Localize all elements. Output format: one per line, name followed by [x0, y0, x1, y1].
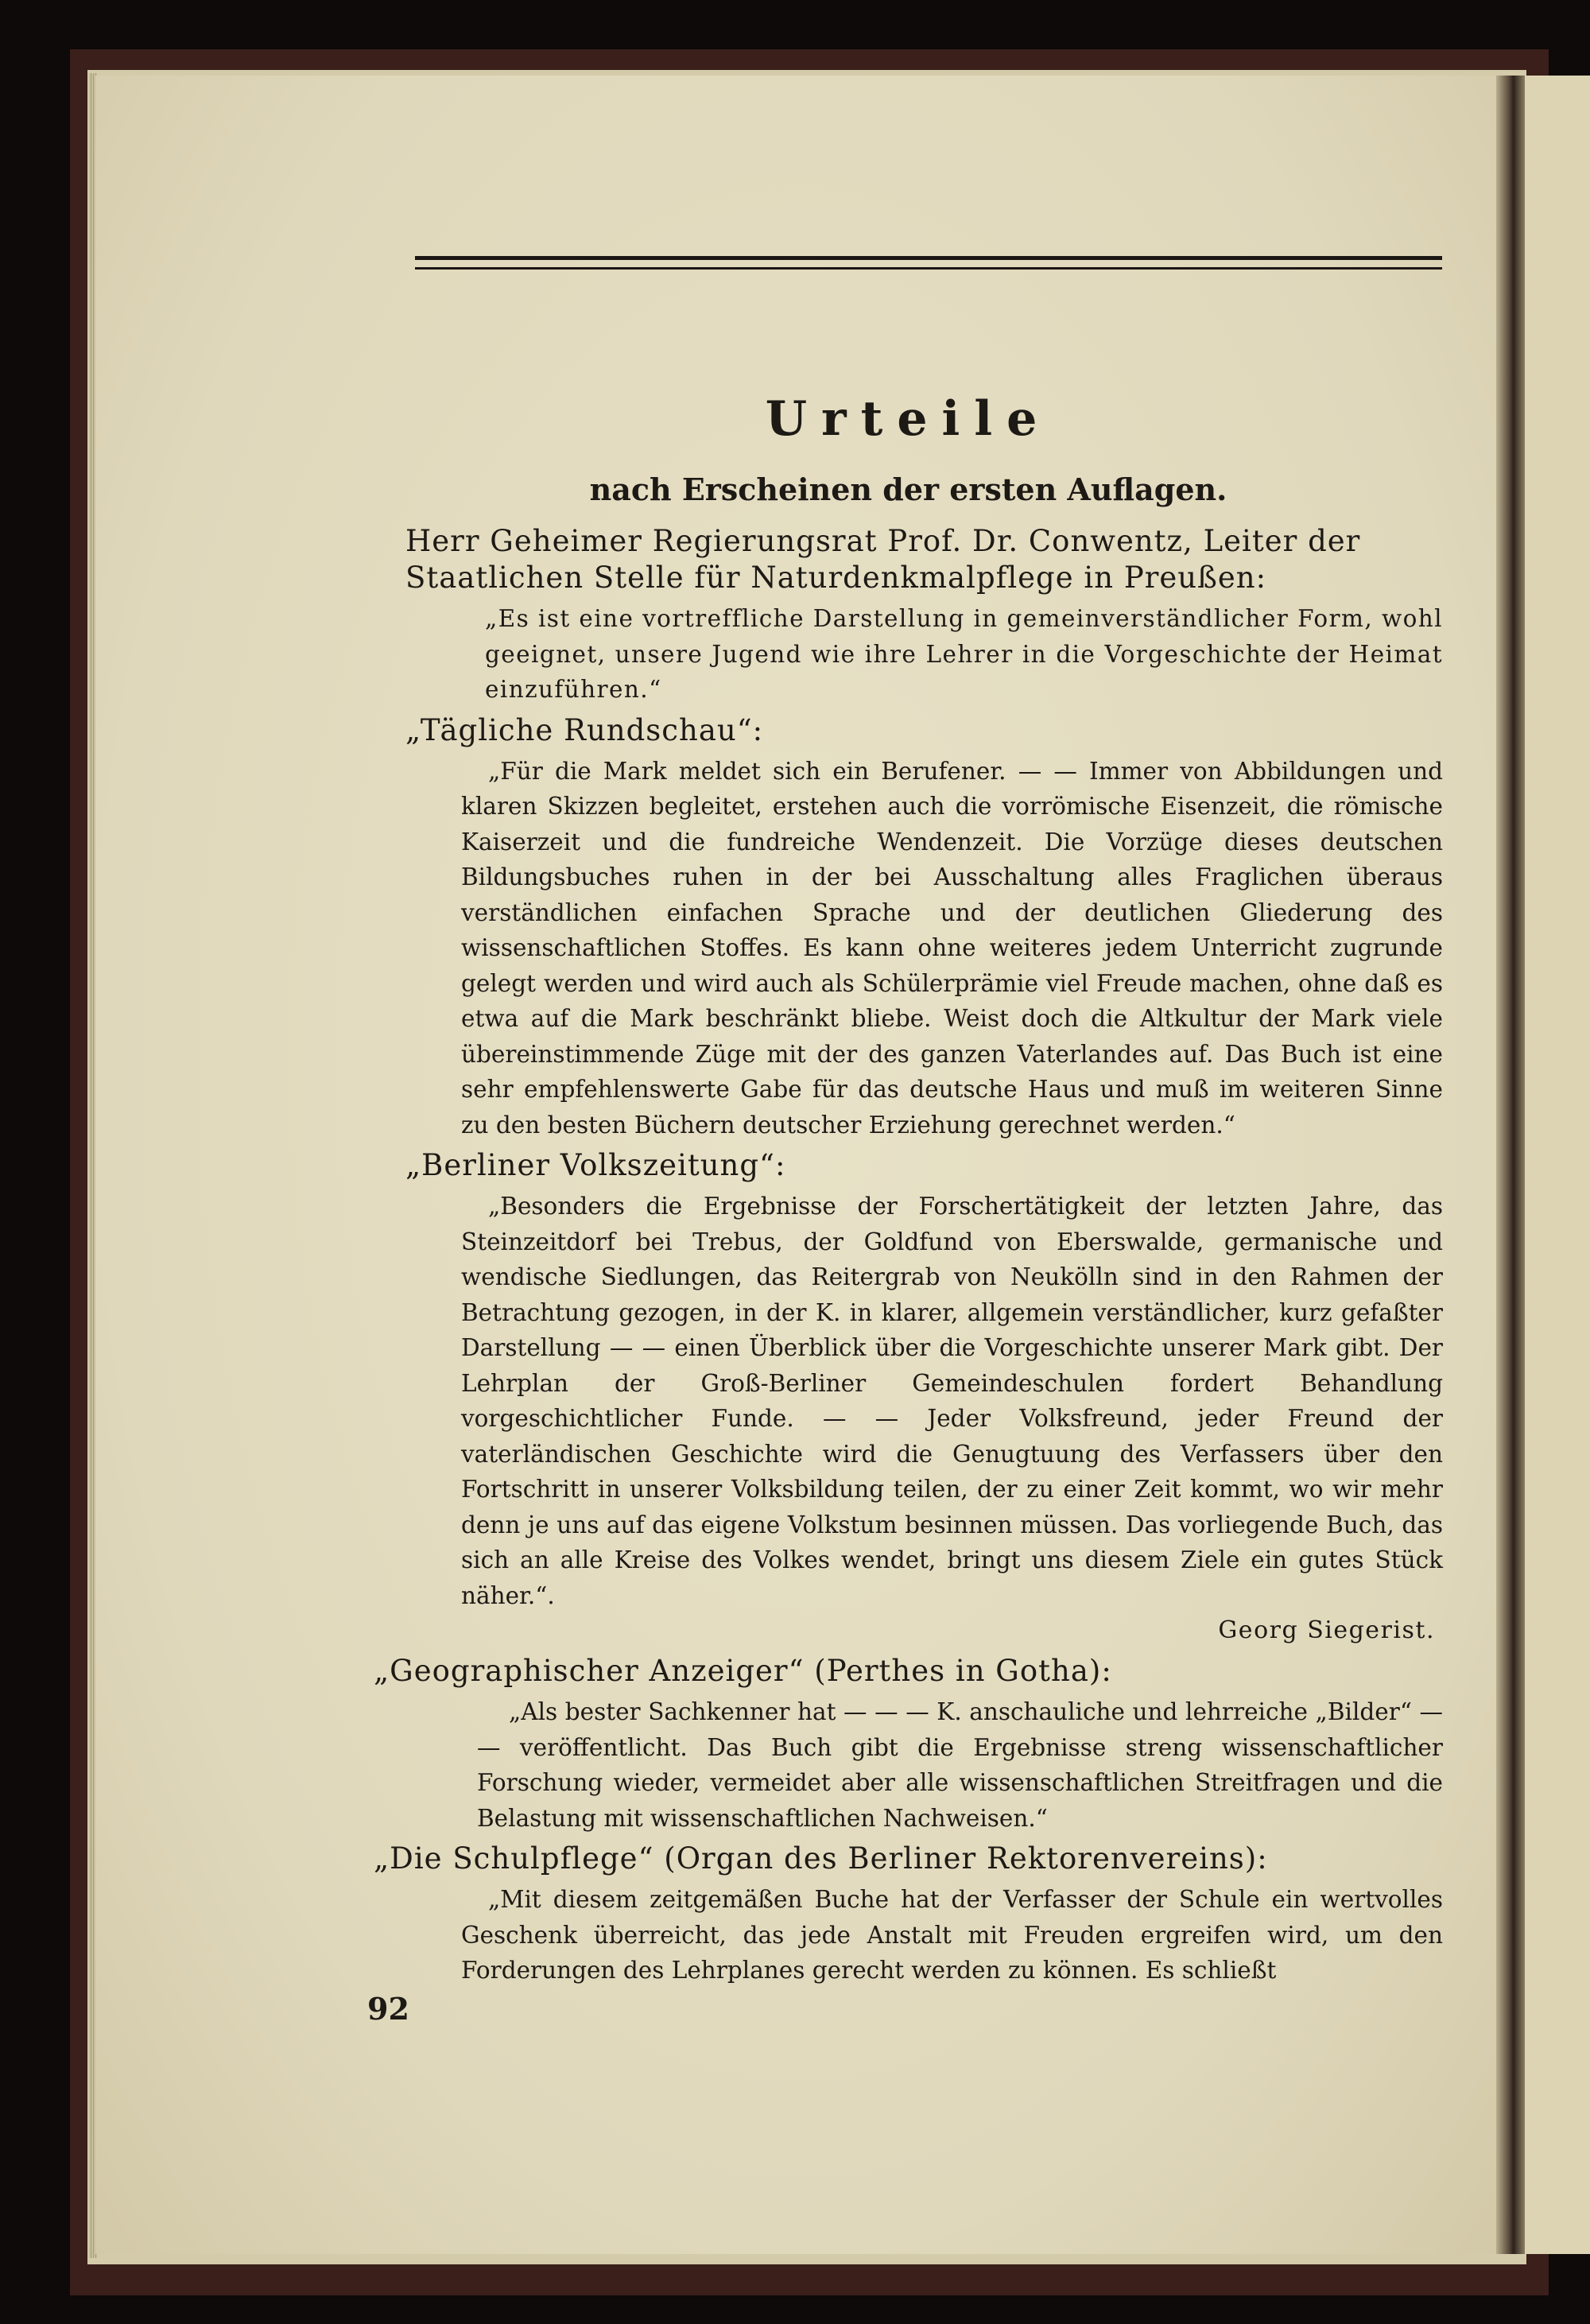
review-source: „Tägliche Rundschau“: [405, 712, 764, 747]
review-signature: Georg Siegerist. [1218, 1616, 1435, 1644]
page-subtitle: nach Erscheinen der ersten Auflagen. [589, 471, 1227, 507]
review-source: „Geographischer Anzeiger“ (Perthes in Gotha): [374, 1654, 1112, 1688]
book-gutter [1496, 76, 1525, 2254]
review-source: „Berliner Volkszeitung“: [405, 1148, 786, 1182]
review-quote: „Als bester Sachkenner hat — — — K. anschauliche und lehrreiche „Bilder“ — — veröffentlicht. Das Buch gibt die Ergebnisse streng wissenschaftlicher Forschung wieder, vermeidet aber alle wissenschaftlichen Streitfragen und die Belastung mit wissenschaftlichen Nachweisen.“ [477, 1698, 1443, 1832]
review-taegliche-rundschau [374, 712, 1443, 1143]
review-geographischer-anzeiger [374, 1653, 1443, 1836]
facing-page-edge [1514, 76, 1590, 2254]
review-conwentz [374, 523, 1443, 708]
top-rule-thick [415, 256, 1442, 260]
page-content [374, 374, 1443, 1988]
top-rule-thin [415, 267, 1442, 270]
review-die-schulpflege [374, 1841, 1443, 1988]
review-berliner-volkszeitung [374, 1147, 1443, 1648]
page-title: Urteile [765, 391, 1052, 447]
review-quote: „Besonders die Ergebnisse der Forschertätigkeit der letzten Jahre, das Steinzeitdorf bei Trebus, der Goldfund von Eberswalde, germanische und wendische Siedlungen, das Reitergrab von Neukölln sind in den Rahmen der Betrachtung gezogen, in der K. in klarer, allgemein verständlicher, kurz gefaßter Darstellung — — einen Überblick über die Vorgeschichte unserer Mark gibt. Der Lehrplan der Groß-Berliner Gemeindeschulen fordert Behandlung vorgeschichtlicher Funde. — — Jeder Volksfreund, jeder Freund der vaterländischen Geschichte wird die Genugtuung des Verfassers über den Fortschritt in unserer Volksbildung teilen, der zu einer Zeit kommt, wo wir mehr denn je uns auf das eigene Volkstum besinnen müssen. Das vorliegende Buch, das sich an alle Kreise des Volkes wendet, bringt uns diesem Ziele ein gutes Stück näher.“. [461, 1193, 1443, 1609]
review-quote: „Mit diesem zeitgemäßen Buche hat der Verfasser der Schule ein wertvolles Geschenk überreicht, das jede Anstalt mit Freuden ergreifen wird, um den Forderungen des Lehrplanes gerecht werden zu können. Es schließt [461, 1886, 1443, 1984]
review-quote: „Es ist eine vortreffliche Darstellung in gemeinverständlicher Form, wohl geeignet, unsere Jugend wie ihre Lehrer in die Vorgeschichte der Heimat einzuführen.“ [485, 605, 1443, 703]
page-number: 92 [367, 1991, 409, 2027]
review-source: Herr Geheimer Regierungsrat Prof. Dr. Conwentz, Leiter der Staatlichen Stelle für Naturdenkmalpflege in Preußen: [405, 524, 1361, 595]
review-quote: „Für die Mark meldet sich ein Berufener. — — Immer von Abbildungen und klaren Skizzen begleitet, erstehen auch die vorrömische Eisenzeit, die römische Kaiserzeit und die fundreiche Wendenzeit. Die Vorzüge dieses deutschen Bildungsbuches ruhen in der bei Ausschaltung alles Fraglichen überaus verständlichen einfachen Sprache und der deutlichen Gliederung des wissenschaftlichen Stoffes. Es kann ohne weiteres jedem Unterricht zugrunde gelegt werden und wird auch als Schülerprämie viel Freude machen, ohne daß es etwa auf die Mark beschränkt bliebe. Weist doch die Altkultur der Mark viele übereinstimmende Züge mit der des ganzen Vaterlandes auf. Das Buch ist eine sehr empfehlenswerte Gabe für das deutsche Haus und muß im weiteren Sinne zu den besten Büchern deutscher Erziehung gerechnet werden.“ [461, 757, 1443, 1139]
review-source: „Die Schulpflege“ (Organ des Berliner Rektorenvereins): [374, 1841, 1268, 1876]
